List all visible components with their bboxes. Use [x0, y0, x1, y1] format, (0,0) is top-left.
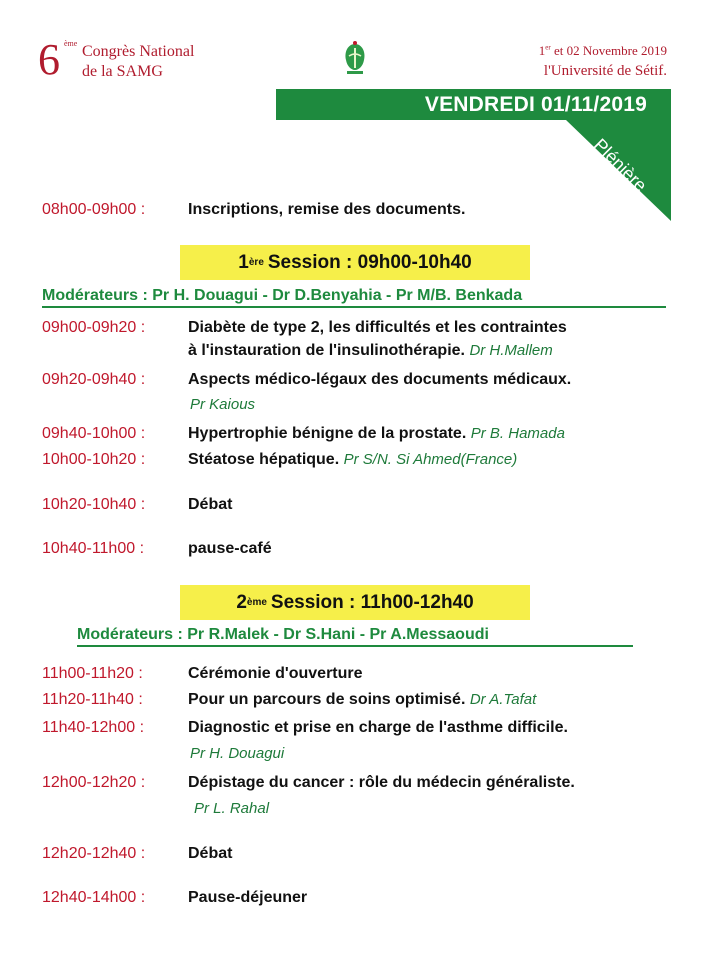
s2-item3-time: 11h40-12h00 :: [42, 719, 145, 736]
s2-item2-speaker: Dr A.Tafat: [469, 691, 537, 708]
s1-debate-time: 10h20-10h40 :: [42, 496, 146, 513]
s1-item3-title: Hypertrophie bénigne de la prostate.: [188, 425, 467, 442]
day-banner: [276, 89, 671, 120]
s1-item1-speaker: Dr H.Mallem: [469, 342, 553, 359]
s1-item2-title: Aspects médico-légaux des documents médicaux.: [188, 371, 572, 388]
s1-item1-time: 09h00-09h20 :: [42, 319, 146, 336]
congress-title-line1: Congrès National: [82, 43, 195, 60]
date-day-number: 1: [538, 43, 546, 58]
s2-item3-title: Diagnostic et prise en charge de l'asthme difficile.: [188, 719, 568, 736]
s1-item1-title: Diabète de type 2, les difficultés et les contraintes: [188, 319, 567, 336]
s2-debate-time: 12h20-12h40 :: [42, 845, 146, 862]
session2-sup: ème: [246, 597, 267, 608]
s1-item3-time: 09h40-10h00 :: [42, 425, 146, 442]
session1-number: 1: [238, 251, 249, 273]
session2-moderators: Modérateurs : Pr R.Malek - Dr S.Hani - Pr A.Messaoudi: [77, 626, 489, 643]
edition-superscript: ème: [64, 39, 78, 48]
s2-item1-title: Cérémonie d'ouverture: [188, 665, 363, 682]
s1-item4-title: Stéatose hépatique.: [188, 451, 340, 468]
s2-item3-speaker: Pr H. Douagui: [190, 745, 285, 762]
s2-debate-text: Débat: [188, 845, 233, 862]
session2-label: Session : 11h00-12h40: [270, 591, 474, 613]
s2-item2-title: Pour un parcours de soins optimisé.: [188, 691, 466, 708]
session2-banner: [180, 585, 530, 620]
s1-break-text: pause-café: [188, 540, 272, 557]
congress-venue: l'Université de Sétif.: [543, 63, 667, 79]
s1-break-time: 10h40-11h00 :: [42, 540, 145, 557]
s2-item4-time: 12h00-12h20 :: [42, 774, 146, 791]
s1-item4-time: 10h00-10h20 :: [42, 451, 146, 468]
s2-break-time: 12h40-14h00 :: [42, 889, 146, 906]
s1-item3-line: [188, 425, 565, 443]
s1-item1-title-line2: [188, 342, 553, 360]
s2-item4-title: Dépistage du cancer : rôle du médecin généraliste.: [188, 774, 575, 791]
s2-break-text: Pause-déjeuner: [188, 889, 308, 906]
s2-item1-time: 11h00-11h20 :: [42, 665, 143, 682]
day-banner-text: VENDREDI 01/11/2019: [424, 92, 647, 116]
congress-title-line2: de la SAMG: [82, 63, 163, 80]
s1-item3-speaker: Pr B. Hamada: [470, 425, 565, 442]
session2-moderators-underline: [77, 645, 633, 647]
edition-number: 6: [38, 35, 60, 84]
s2-item4-speaker: Pr L. Rahal: [194, 800, 270, 817]
session2-number: 2: [236, 591, 247, 613]
samg-logo-icon: [338, 38, 372, 78]
s1-item4-line: [188, 451, 517, 469]
session1-sup: ère: [248, 257, 264, 268]
s1-item4-speaker: Pr S/N. Si Ahmed(France): [343, 451, 518, 468]
s1-item2-time: 09h20-09h40 :: [42, 371, 146, 388]
s2-item2-line: [188, 691, 536, 709]
s1-item1-title2: à l'instauration de l'insulinothérapie.: [188, 342, 465, 359]
s1-item2-speaker: Pr Kaious: [190, 396, 256, 413]
s1-debate-text: Débat: [188, 496, 233, 513]
congress-dates: [539, 43, 667, 59]
s2-item2-time: 11h20-11h40 :: [42, 691, 143, 708]
session1-moderators-underline: [42, 306, 666, 308]
registration-time: 08h00-09h00 :: [42, 201, 146, 218]
date-superscript: er: [545, 43, 551, 52]
session1-banner: [180, 245, 530, 280]
session1-moderators: Modérateurs : Pr H. Douagui - Dr D.Benyahia - Pr M/B. Benkada: [42, 287, 523, 304]
registration-text: Inscriptions, remise des documents.: [188, 201, 466, 218]
pleniere-label: Plénière: [589, 134, 651, 196]
date-rest: et 02 Novembre 2019: [550, 43, 667, 58]
session1-label: Session : 09h00-10h40: [267, 251, 472, 273]
